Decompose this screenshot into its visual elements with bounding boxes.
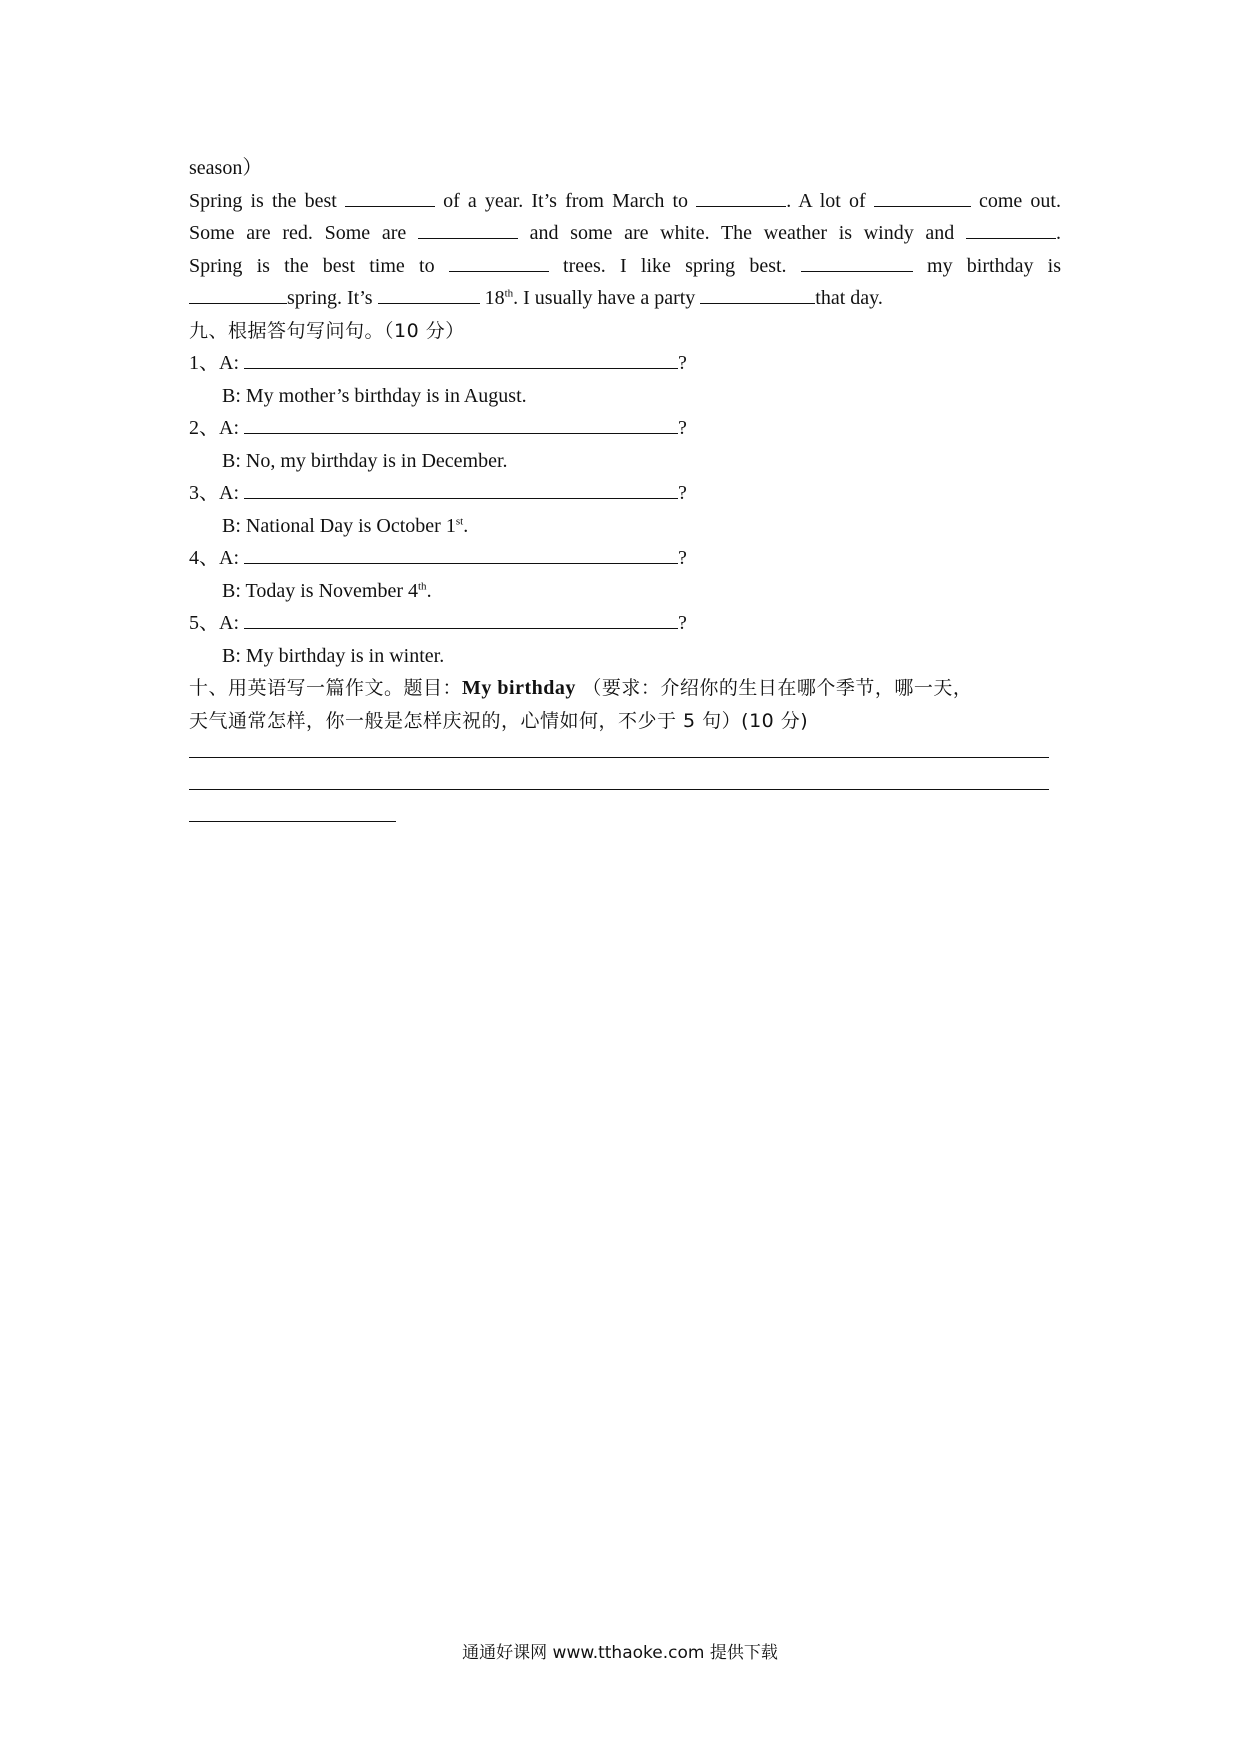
page-footer: 通通好课网 www.tthaoke.com 提供下载 — [462, 1643, 778, 1663]
superscript: st — [455, 514, 464, 527]
passage-text: Some are red. Some are — [189, 222, 418, 244]
superscript: th — [504, 287, 514, 300]
answer-4 — [189, 575, 1061, 608]
question-number: 4、A: — [189, 547, 244, 569]
passage-text: trees. I like spring best. — [548, 254, 801, 277]
passage-line-3 — [189, 250, 1061, 283]
answer-3 — [189, 510, 1061, 543]
fill-blank[interactable] — [418, 219, 518, 239]
answer-2 — [189, 445, 1061, 478]
answer-line[interactable] — [244, 544, 678, 564]
question-1 — [189, 347, 1061, 380]
essay-writing-line[interactable] — [189, 757, 1049, 758]
essay-topic: My birthday — [462, 677, 576, 699]
passage-line-2 — [189, 217, 1061, 250]
answer-text: . — [463, 514, 469, 537]
essay-writing-line[interactable] — [189, 789, 1049, 790]
passage-text: come out. — [970, 189, 1061, 212]
question-4 — [189, 542, 1061, 575]
fill-blank[interactable] — [189, 284, 287, 304]
passage-text: . — [1056, 222, 1061, 244]
fill-blank[interactable] — [801, 252, 913, 272]
section-10-title — [189, 672, 1061, 705]
question-number: 3、A: — [189, 482, 244, 504]
passage-text: . A lot of — [786, 189, 874, 212]
fill-blank[interactable] — [700, 284, 815, 304]
fill-blank[interactable] — [378, 284, 480, 304]
section-9-title: 九、根据答句写问句。（10 分） — [189, 319, 465, 342]
fill-blank[interactable] — [345, 187, 435, 207]
passage-text: season） — [189, 157, 263, 179]
passage-line-1 — [189, 185, 1061, 218]
question-mark: ? — [678, 612, 687, 634]
answer-text: B: No, my birthday is in December. — [222, 449, 508, 472]
passage-line-0 — [189, 152, 1061, 185]
answer-line[interactable] — [244, 349, 678, 369]
answer-1 — [189, 380, 1061, 413]
question-mark: ? — [678, 547, 687, 569]
question-number: 2、A: — [189, 417, 244, 439]
passage-line-4 — [189, 282, 1061, 315]
question-number: 5、A: — [189, 612, 244, 634]
passage-text: that day. — [815, 287, 883, 309]
answer-5 — [189, 640, 1061, 673]
question-3 — [189, 477, 1061, 510]
passage-text: 18 — [479, 287, 505, 309]
answer-text: . — [426, 579, 432, 602]
answer-line[interactable] — [244, 609, 678, 629]
passage-text: and some are white. The weather is windy and — [517, 222, 966, 244]
essay-writing-line[interactable] — [189, 821, 396, 822]
section-10-requirement: 天气通常怎样，你一般是怎样庆祝的，心情如何，不少于 5 句）(10 分) — [189, 709, 809, 732]
essay-requirement: （要求：介绍你的生日在哪个季节，哪一天， — [575, 677, 973, 699]
question-number: 1、A: — [189, 352, 244, 374]
question-mark: ? — [678, 352, 687, 374]
superscript: th — [418, 579, 427, 592]
section-10-prefix: 十、用英语写一篇作文。题目： — [189, 677, 463, 699]
fill-blank[interactable] — [966, 219, 1056, 239]
fill-blank[interactable] — [874, 187, 971, 207]
question-mark: ? — [678, 417, 687, 439]
answer-line[interactable] — [244, 479, 678, 499]
passage-text: my birthday is — [912, 254, 1062, 277]
question-5 — [189, 607, 1061, 640]
worksheet-content — [189, 152, 1061, 737]
fill-blank[interactable] — [449, 252, 549, 272]
question-mark: ? — [678, 482, 687, 504]
section-9-items — [189, 347, 1061, 672]
fill-blank[interactable] — [696, 187, 786, 207]
question-2 — [189, 412, 1061, 445]
answer-text: B: My mother’s birthday is in August. — [222, 384, 527, 407]
passage-text: spring. It’s — [287, 287, 378, 309]
passage-text: . I usually have a party — [513, 287, 701, 309]
passage-text: Spring is the best — [189, 189, 345, 212]
answer-text: B: My birthday is in winter. — [222, 644, 445, 667]
answer-line[interactable] — [244, 414, 678, 434]
answer-text: B: Today is November 4 — [222, 579, 418, 602]
passage-text: Spring is the best time to — [189, 254, 449, 277]
answer-text: B: National Day is October 1 — [222, 514, 456, 537]
passage-text: of a year. It’s from March to — [434, 189, 697, 212]
